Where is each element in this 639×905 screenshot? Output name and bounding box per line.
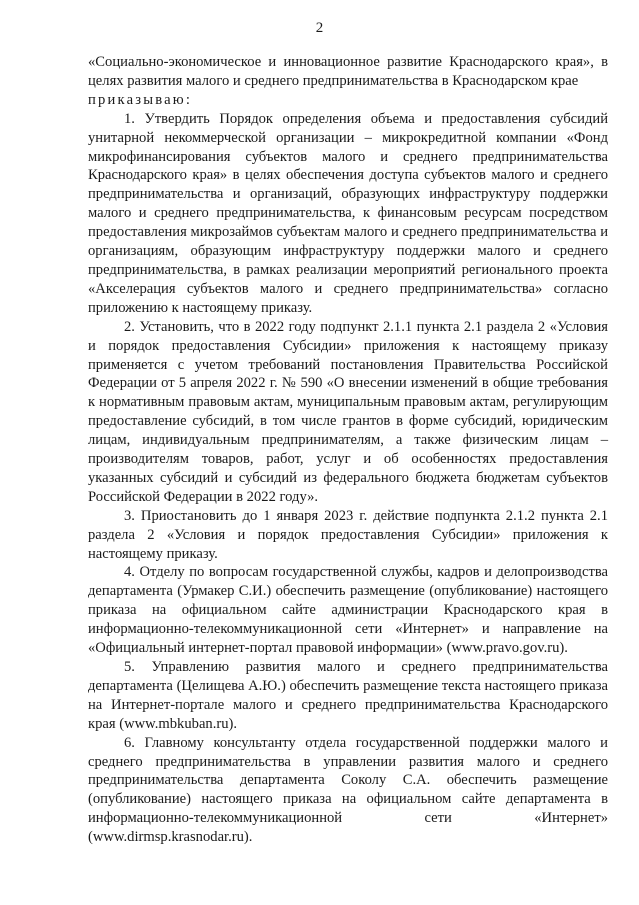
page-number: 2 (315, 20, 324, 36)
document-body (88, 53, 608, 847)
order-word: приказываю: (88, 91, 193, 108)
paragraph-item-3: 3. Приостановить до 1 января 2023 г. действие подпункта 2.1.2 пункта 2.1 раздела 2 «Условия и порядок предоставления Субсидии» приложения к настоящему приказу. (88, 507, 608, 562)
paragraph-item-2: 2. Установить, что в 2022 году подпункт 2.1.1 пункта 2.1 раздела 2 «Условия и порядок предоставления Субсидии» приложения к настоящему приказу применяется с учетом требований постановления Правительства Российской Федерации от 5 апреля 2022 г. № 590 «О внесении изменений в общие требования к нормативным правовым актам, муниципальным правовым актам, регулирующим предоставление субсидий, в том числе грантов в форме субсидий, юридическим лицам, индивидуальным предпринимателям, а также физическим лицам – производителям товаров, работ, услуг и об особенностях предоставления указанных субсидий и субсидий из федерального бюджета бюджетам субъектов Российской Федерации в 2022 году». (88, 318, 608, 505)
paragraph-item-1: 1. Утвердить Порядок определения объема и предоставления субсидий унитарной некоммерческой организации – микрокредитной компании «Фонд микрофинансирования субъектов малого и среднего предпринимательства Краснодарского края» в целях обеспечения доступа субъектов малого и среднего предпринимательства и организаций, образующих инфраструктуру поддержки малого и среднего предпринимательства, к финансовым ресурсам посредством предоставления микрозаймов субъектам малого и среднего предпринимательства и организациям, образующим инфраструктуру поддержки малого и среднего предпринимательства, в рамках реализации мероприятий регионального проекта «Акселерация субъектов малого и среднего предпринимательства» согласно приложению к настоящему приказу. (88, 110, 608, 316)
intro-paragraph: «Социально-экономическое и инновационное развитие Краснодарского края», в целях развития малого и среднего предпринимательства в Краснодарском крае (88, 54, 608, 89)
paragraph-item-4: 4. Отделу по вопросам государственной службы, кадров и делопроизводства департамента (Урмакер С.И.) обеспечить размещение (опубликование) настоящего приказа на официальном сайте администрации Краснодарского края в информационно-телекоммуникационной сети «Интернет» и направление на «Официальный интернет-портал правовой информации» (www.pravo.gov.ru). (88, 564, 608, 657)
paragraph-item-5: 5. Управлению развития малого и среднего предпринимательства департамента (Целищева А.Ю.) обеспечить размещение текста настоящего приказа на Интернет-портале малого и среднего предпринимательства Краснодарского края (www.mbkuban.ru). (88, 659, 608, 732)
paragraph-item-6: 6. Главному консультанту отдела государственной поддержки малого и среднего предпринимательства в управлении развития малого и среднего предпринимательства департамента Соколу С.А. обеспечить размещение (опубликование) настоящего приказа на официальном сайте департамента в информационно-телекоммуникационной сети «Интернет» (www.dirmsp.krasnodar.ru). (88, 734, 608, 846)
